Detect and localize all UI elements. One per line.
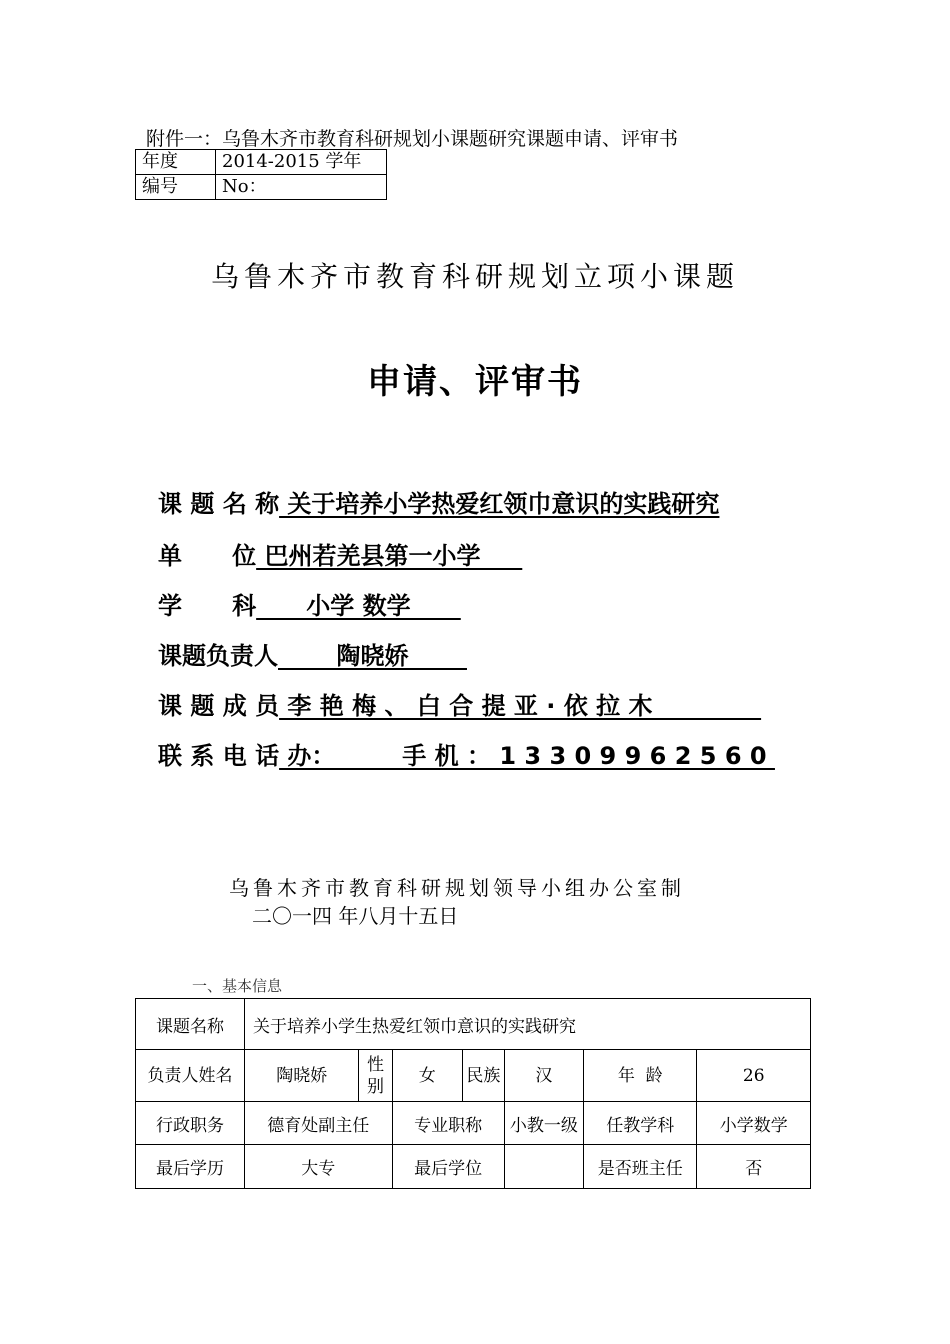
info-prof-title-label: 专业职称 — [392, 1102, 504, 1145]
field-subject-label: 学 科 — [158, 592, 257, 620]
number-value: No： — [216, 175, 387, 200]
field-topic-label: 课 题 名 称 — [158, 490, 280, 518]
field-leader-value: 陶晓娇 — [278, 642, 467, 670]
field-subject-value: 小学 数学 — [256, 592, 461, 620]
field-phone — [158, 736, 775, 771]
info-ethnicity-value: 汉 — [504, 1050, 583, 1102]
field-unit-value: 巴州若羌县第一小学 — [256, 542, 523, 570]
table-row — [136, 1050, 811, 1102]
info-admin-post-label: 行政职务 — [136, 1102, 245, 1145]
main-subtitle: 申请、评审书 — [367, 362, 583, 402]
field-unit-label: 单 位 — [158, 542, 257, 570]
info-topic-value: 关于培养小学生热爱红领巾意识的实践研究 — [244, 999, 810, 1050]
section-title: 一、基本信息 — [192, 977, 283, 995]
info-ethnicity-label: 民族 — [462, 1050, 504, 1102]
info-age-label: 年 龄 — [584, 1050, 697, 1102]
main-title: 乌鲁木齐市教育科研规划立项小课题 — [210, 260, 739, 293]
table-row — [136, 1145, 811, 1189]
field-members — [158, 686, 761, 721]
basic-info-table — [135, 998, 811, 1189]
issue-date: 二〇一四 年八月十五日 — [252, 904, 459, 928]
info-leader-name-label: 负责人姓名 — [136, 1050, 245, 1102]
field-phone-value: 办： 手 机 ： 1 3 3 0 9 9 6 2 5 6 0 — [279, 742, 775, 770]
year-value: 2014-2015 学年 — [216, 150, 387, 175]
year-label: 年度 — [136, 150, 216, 175]
field-leader — [158, 636, 467, 671]
field-members-label: 课 题 成 员 — [158, 692, 280, 720]
info-education-value: 大专 — [244, 1145, 392, 1189]
field-topic — [158, 484, 719, 519]
info-teaching-subject-label: 任教学科 — [584, 1102, 697, 1145]
attachment-title: 附件一：乌鲁木齐市教育科研规划小课题研究课题申请、评审书 — [146, 128, 679, 150]
info-teaching-subject-value: 小学数学 — [697, 1102, 811, 1145]
field-leader-label: 课题负责人 — [158, 642, 278, 670]
field-subject — [158, 586, 461, 621]
info-class-teacher-value: 否 — [697, 1145, 811, 1189]
meta-table — [135, 149, 387, 200]
info-education-label: 最后学历 — [136, 1145, 245, 1189]
office-name: 乌鲁木齐市教育科研规划领导小组办公室制 — [229, 876, 685, 900]
info-topic-label: 课题名称 — [136, 999, 245, 1050]
info-leader-name-value: 陶晓娇 — [244, 1050, 359, 1102]
info-degree-label: 最后学位 — [392, 1145, 504, 1189]
info-age-value: 26 — [697, 1050, 811, 1102]
table-row — [136, 999, 811, 1050]
number-label: 编号 — [136, 175, 216, 200]
field-unit — [158, 536, 522, 571]
info-gender-value: 女 — [392, 1050, 462, 1102]
info-class-teacher-label: 是否班主任 — [584, 1145, 697, 1189]
info-prof-title-value: 小教一级 — [504, 1102, 583, 1145]
field-members-value: 李 艳 梅 、 白 合 提 亚 · 依 拉 木 — [279, 692, 762, 720]
info-admin-post-value: 德育处副主任 — [244, 1102, 392, 1145]
table-row — [136, 1102, 811, 1145]
field-phone-label: 联 系 电 话 — [158, 742, 280, 770]
info-gender-label: 性别 — [359, 1050, 392, 1102]
info-degree-value — [504, 1145, 583, 1189]
field-topic-value: 关于培养小学热爱红领巾意识的实践研究 — [279, 490, 720, 518]
